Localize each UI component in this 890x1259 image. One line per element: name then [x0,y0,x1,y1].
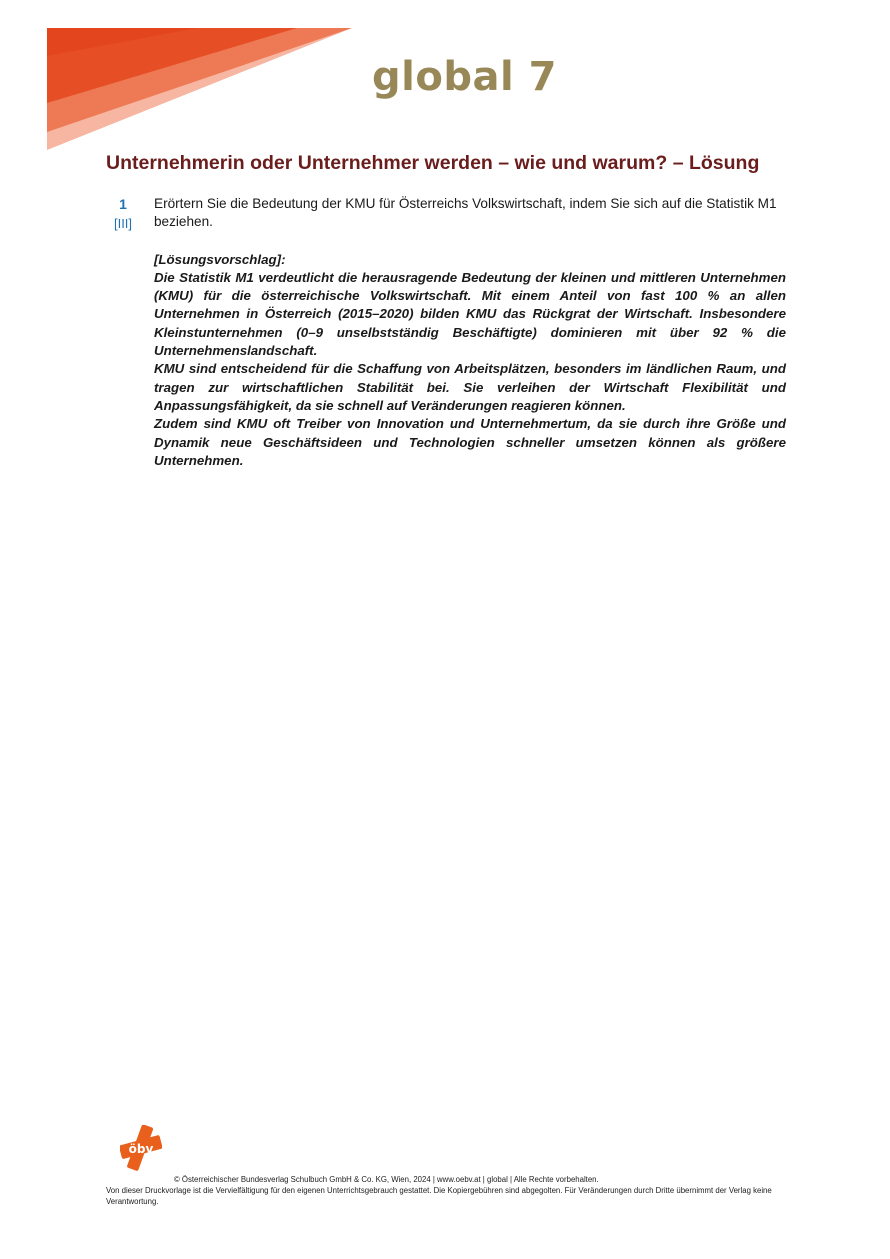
solution-paragraph: KMU sind entscheidend für die Schaffung von Arbeitsplätzen, besonders im ländlichen Raum, und tragen zur wirtschaftlichen Stabilität bei. Sie verleihen der Wirtschaft Flexibilität und Anpassungsfähigkeit, da sie schnell auf Veränderungen reagieren können. [154,361,786,413]
task-1 [106,195,786,470]
legal-notice: Von dieser Druckvorlage ist die Vervielfältigung für den eigenen Unterrichtsgebrauch gestattet. Die Kopiergebühren sind abgegolten. Für Veränderungen durch Dritte übernimmt der Verlag keine Verantwortung. [106,1186,772,1206]
solution [154,251,786,471]
series-title: global 7 [372,54,557,100]
task-level: [III] [113,216,133,231]
solution-label: [Lösungsvorschlag]: [154,251,286,267]
corner-decoration [47,28,352,150]
copyright-line: © Österreichischer Bundesverlag Schulbuch GmbH & Co. KG, Wien, 2024 | www.oebv.at | global | Alle Rechte vorbehalten. [174,1175,599,1184]
logo-text: öbv [128,1142,154,1156]
footer [106,1174,786,1207]
document-title: Unternehmerin oder Unternehmer werden – wie und warum? – Lösung [106,152,760,174]
publisher-logo [120,1125,162,1171]
task-prompt: Erörtern Sie die Bedeutung der KMU für Österreichs Volkswirtschaft, indem Sie sich auf die Statistik M1 beziehen. [154,196,777,230]
solution-paragraph: Zudem sind KMU oft Treiber von Innovation und Unternehmertum, da sie durch ihre Größe und Dynamik neue Geschäftsideen und Technologien schneller umsetzen können als größere Unternehmen. [154,416,786,468]
task-body [154,195,786,470]
task-number: 1 [119,196,127,212]
solution-paragraph: Die Statistik M1 verdeutlicht die herausragende Bedeutung der kleinen und mittleren Unternehmen (KMU) für die österreichische Volkswirtschaft. Mit einem Anteil von fast 100 % an allen Unternehmen in Österreich (2015–2020) bilden KMU das Rückgrat der Wirtschaft. Insbesondere Kleinstunternehmen (0–9 unselbstständig Beschäftigte) dominieren mit über 92 % die Unternehmenslandschaft. [154,269,786,359]
